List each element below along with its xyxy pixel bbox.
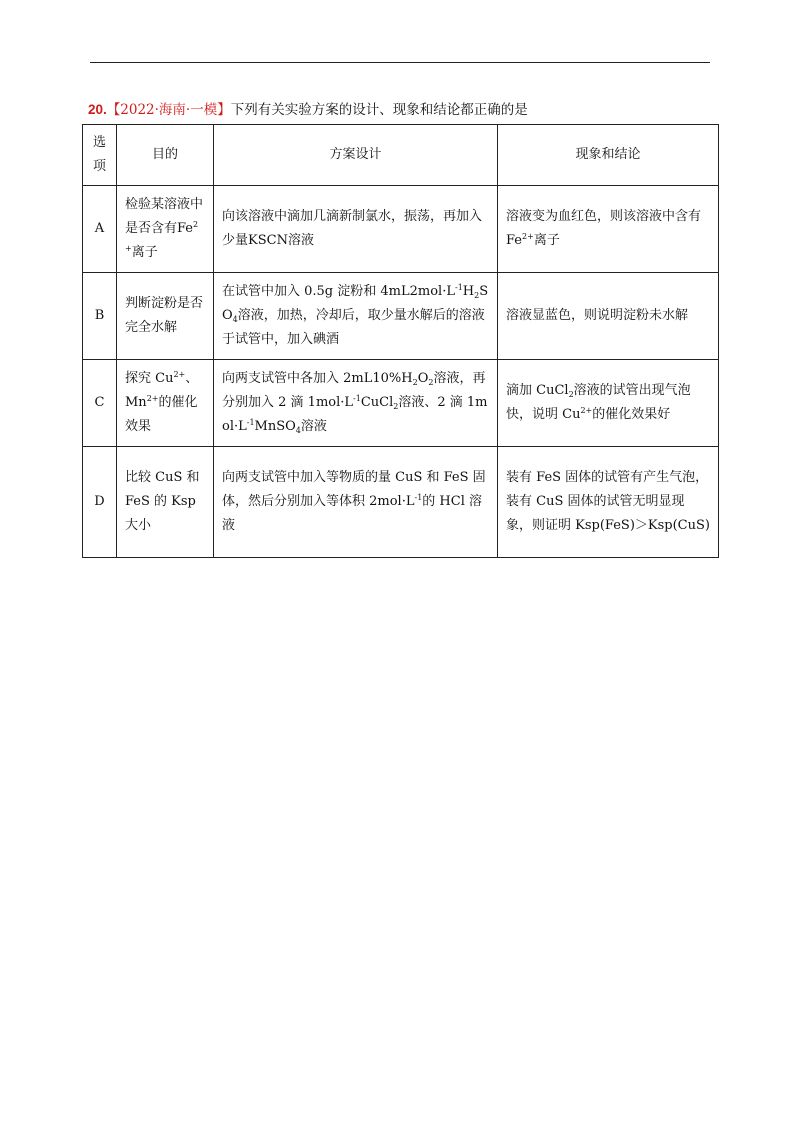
header-purpose: 目的 [117,125,214,186]
question-stem [88,98,528,118]
top-rule [90,62,710,63]
result-cell: 溶液变为血红色，则该溶液中含有 $Fe^{2+}$离子 [498,186,719,273]
purpose-cell: 判断淀粉是否完全水解 [117,273,214,360]
table-row-d [83,447,719,558]
option-label: D [83,447,117,558]
purpose-cell: 探究 $Cu^{2+}$、$Mn^{2+}$的催化效果 [117,360,214,447]
design-cell: 向两支试管中各加入 $2mL10\%H_2O_2$溶液，再分别加入 2 滴 $1mol\cdot L^{-1}CuCl_2$溶液、2 滴 $1mol\cdot L^{-1}MnSO_4$溶液 [214,360,498,447]
design-cell: 向两支试管中加入等物质的量 CuS 和 FeS 固体，然后分别加入等体积 $2mol\cdot L^{-1}$的 HCl 溶液 [214,447,498,558]
purpose-cell: 检验某溶液中是否含有$Fe^{2+}$离子 [117,186,214,273]
question-text: 下列有关实验方案的设计、现象和结论都正确的是 [230,102,528,118]
option-label: B [83,273,117,360]
question-source: 【2022·海南·一模】 [106,102,231,118]
table-row-c [83,360,719,447]
header-result: 现象和结论 [498,125,719,186]
header-design: 方案设计 [214,125,498,186]
result-cell: 溶液显蓝色，则说明淀粉未水解 [498,273,719,360]
option-label: A [83,186,117,273]
result-cell: 装有 FeS 固体的试管有产生气泡，装有 CuS 固体的试管无明显现象，则证明 Ksp(FeS)＞Ksp(CuS) [498,447,719,558]
options-table [82,124,719,558]
design-cell: 向该溶液中滴加几滴新制氯水，振荡，再加入少量KSCN溶液 [214,186,498,273]
table-header-row [83,125,719,186]
table-row-b [83,273,719,360]
question-number: 20. [88,102,107,117]
purpose-cell: 比较 CuS 和 FeS 的 Ksp 大小 [117,447,214,558]
result-cell: 滴加 CuCl$_2$溶液的试管出现气泡快，说明 $Cu^{2+}$的催化效果好 [498,360,719,447]
design-cell: 在试管中加入 0.5g 淀粉和 $4mL2mol\cdot L^{-1}H_2SO_4$溶液，加热，冷却后，取少量水解后的溶液于试管中，加入碘酒 [214,273,498,360]
header-option: 选项 [83,125,117,186]
table-row-a [83,186,719,273]
option-label: C [83,360,117,447]
